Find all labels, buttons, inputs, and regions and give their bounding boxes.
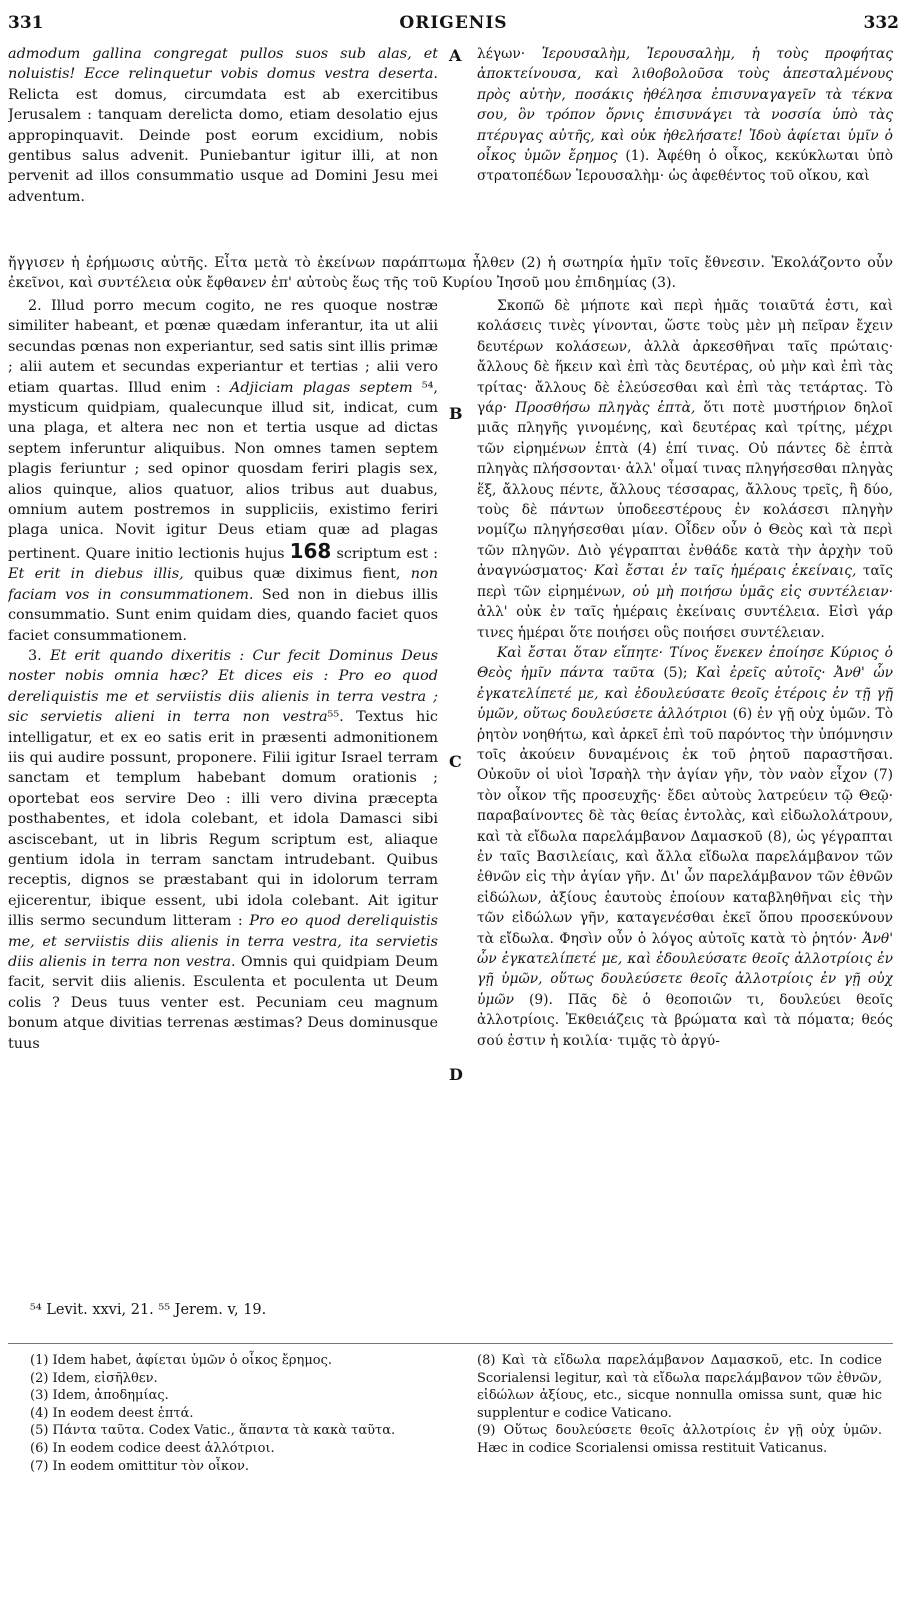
footnote: (6) In eodem codice deest ἀλλότριοι. xyxy=(30,1440,275,1456)
greek-paragraph-2: Σκοπῶ δὲ μήποτε καὶ περὶ ἡμᾶς τοιαῦτά ἐστι, καὶ κολάσεις τινὲς γίνονται, ὥστε τοὺς μὲν μὴ πεῖραν ἔχειν δευτέρων κολάσεων, ἀλλὰ ἀρκεσθῆναι ταῖς πρώταις· ἄλλους δὲ ἥκειν καὶ ἐπὶ τὰς δευτέρας, οὐ μὴν καὶ ἐπὶ τὰς τρίτας· ἄλλους δὲ ἐλεύσεσθαι καὶ ἐπὶ τὰς τετάρτας. Τὸ γάρ· Προσθήσω πληγὰς ἑπτὰ, ὅτι ποτὲ μυστήριον δηλοῖ μιᾶς πληγῆς γινομένης, καὶ δευτέρας καὶ τρίτης, μέχρι τῶν εἰρημένων ἑπτὰ (4) ἐπί τινας. Οὐ πάντες δὲ ἑπτὰ πληγὰς πλήσσονται· ἀλλ' οἶμαί τινας πληγήσεσθαι πληγὰς ἕξ, ἄλλους πέντε, ἄλλους τέσσαρας, ἄλλους τρεῖς, ἢ δύο, τοὺς δὲ πάντων ὑποδεεστέρους ἐν κολάσεσι πληγὴν νομίζω πληγήσεσθαι μίαν. Οἶδεν οὖν ὁ Θεὸς καὶ τὰ περὶ τῶν πληγῶν. Διὸ γέγραπται ἐνθάδε κατὰ τὴν ἀρχὴν τοῦ ἀναγνώσματος· Καὶ ἔσται ἐν ταῖς ἡμέραις ἐκείναις, ταῖς περὶ τῶν εἰρημένων, οὐ μὴ ποιήσω ὑμᾶς εἰς συντέλειαν· ἀλλ' οὐκ ἐν ταῖς ἡμέραις ἐκείναις συντέλεια. Εἰσὶ γάρ τινες ἡμέραι ὅτε ποιήσει οὓς ποιήσει συντέλειαν. xyxy=(477,298,893,641)
latin-paragraph-3: 3. Et erit quando dixeritis : Cur fecit Dominus Deus noster nobis omnia hæc? Et dices eis : Pro eo quod dereliquistis me et serviistis diis alienis in terra vestra ; sic servietis alieni in terra non vestra⁵⁵. Textus hic intelligatur, et ex eo satis erit in præsenti admonitionem iis qui audire possunt, proponere. Filii igitur Israel terram sanctam et templum habebant domum orationis ; oportebat eos servire Deo : illi vero divina præcepta posthabentes, et idola colebant, et idola Damasci sibi asciscebant, ut in libris Regum scriptum est, aliaque gentium idola in terram sanctam intrudebant. Quibus receptis, dignos se præstabant qui in idolorum terram ejicerentur, ibique essent, ubi idola colebant. Ait igitur illis sermo secundum litteram : Pro eo quod dereliquistis me, et serviistis diis alienis in terra vestra, ita servietis diis alienis in terra non vestra. Omnis qui quidpiam Deum facit, servit diis alienis. Esculenta et poculenta ut Deum colis ? Deus tuus venter est. Pecuniam ceu magnum bonum atque divitias terrenas æstimas? Deus dominusque tuus xyxy=(8,647,438,1052)
footnote: (2) Idem, εἰσῆλθεν. xyxy=(30,1370,158,1386)
footnote: (3) Idem, ἀποδημίας. xyxy=(30,1388,169,1404)
greek-column-top xyxy=(477,44,893,250)
footnotes-right xyxy=(477,1352,882,1458)
section-marker-a: A xyxy=(449,46,462,65)
section-marker-b: B xyxy=(449,404,463,423)
marginal-number: 168 xyxy=(289,538,332,563)
bible-references: ⁵⁴ Levit. xxvi, 21. ⁵⁵ Jerem. v, 19. xyxy=(30,1302,267,1318)
greek-paragraph-1: λέγων· Ἱερουσαλὴμ, Ἱερουσαλὴμ, ἡ τοὺς προφήτας ἀποκτείνουσα, καὶ λιθοβολοῦσα τοὺς ἀπεσταλμένους πρὸς αὐτὴν, ποσάκις ἠθέλησα ἐπισυναγαγεῖν τὰ τέκνα σου, ὃν τρόπον ὄρνις ἐπισυνάγει τὰ νοσσία ὑπὸ τὰς πτέρυγας αὐτῆς, καὶ οὐκ ἠθελήσατε! Ἰδοὺ ἀφίεται ὑμῖν ὁ οἶκος ὑμῶν ἔρημος (1). Ἀφέθη ὁ οἶκος, κεκύκλωται ὑπὸ στρατοπέδων Ἱερουσαλὴμ· ὡς ἀφεθέντος τοῦ οἴκου, καὶ xyxy=(477,46,893,185)
footnotes-left xyxy=(30,1352,445,1475)
footnote: (9) Οὕτως δουλεύσετε θεοῖς ἀλλοτρίοις ἐν γῇ οὐχ ὑμῶν. Hæc in codice Scorialensi omissa restituit Vaticanus. xyxy=(477,1423,882,1456)
page-header xyxy=(8,10,899,36)
latin-paragraph-1: admodum gallina congregat pullos suos sub alas, et noluistis! Ecce relinquetur vobis domus vestra deserta. Relicta est domus, circumdata est ab exercitibus Jerusalem : tanquam derelicta domo, etiam desolatio ejus appropinquavit. Deinde post eorum excidium, nobis gentibus salus advenit. Puniebantur igitur illi, at non pervenit ad illos consummatio usque ad Domini Jesu mei adventum. xyxy=(8,46,438,205)
footnote-divider xyxy=(8,1343,893,1344)
footnote: (4) In eodem deest ἑπτά. xyxy=(30,1405,194,1421)
footnote: (1) Idem habet, ἀφίεται ὑμῶν ὁ οἶκος ἔρημος. xyxy=(30,1353,333,1368)
section-marker-d: D xyxy=(449,1065,463,1084)
greek-column-main xyxy=(477,296,893,1296)
footnote: (7) In eodem omittitur τὸν οἶκον. xyxy=(30,1458,250,1474)
section-marker-c: C xyxy=(449,752,462,771)
footnote: (8) Καὶ τὰ εἴδωλα παρελάμβανον Δαμασκοῦ, etc. In codice Scorialensi legitur, καὶ τὰ εἴδωλα παρελάμβανον τῶν ἐθνῶν, εἰδώλων ἀξίους, etc., sicque nonnulla omissa sunt, quæ hic supplentur e codice Vaticano. xyxy=(477,1353,882,1421)
latin-column-top xyxy=(8,44,438,250)
running-title: ORIGENIS xyxy=(399,13,508,33)
page-number-left: 331 xyxy=(8,13,44,33)
footnote: (5) Πάντα ταῦτα. Codex Vatic., ἅπαντα τὰ κακὰ ταῦτα. xyxy=(30,1423,396,1439)
greek-full-width-lines: ἤγγισεν ἡ ἐρήμωσις αὐτῆς. Εἶτα μετὰ τὸ ἐκείνων παράπτωμα ἦλθεν (2) ἡ σωτηρία ἡμῖν τοῖς ἔθνεσιν. Ἐκολάζοντο οὖν ἐκεῖνοι, καὶ συντέλεια οὐκ ἔφθανεν ἐπ' αὐτοὺς ἕως τῆς τοῦ Κυρίου Ἰησοῦ μου ἐπιδημίας (3). xyxy=(8,255,893,292)
page-number-right: 332 xyxy=(863,13,899,33)
greek-paragraph-3: Καὶ ἔσται ὅταν εἴπητε· Τίνος ἕνεκεν ἐποίησε Κύριος ὁ Θεὸς ἡμῖν πάντα ταῦτα (5); Καὶ ἐρεῖς αὐτοῖς· Ἀνθ' ὧν ἐγκατελίπετέ με, καὶ ἐδουλεύσατε θεοῖς ἑτέροις ἐν τῇ γῇ ὑμῶν, οὕτως δουλεύσετε ἀλλότριοι (6) ἐν γῇ οὐχ ὑμῶν. Τὸ ῥητὸν νοηθήτω, καὶ ἀρκεῖ ἐπὶ τοῦ παρόντος τὴν ὑπόμνησιν τοῖς ἀκούειν δυναμένοις ἐκ τοῦ ῥητοῦ παραστῆσαι. Οὐκοῦν οἱ υἱοὶ Ἰσραὴλ τὴν ἁγίαν γῆν, τὸν ναὸν εἶχον (7) τὸν οἶκον τῆς προσευχῆς· ἔδει αὐτοὺς λατρεύειν τῷ Θεῷ· παραβαίνοντες δὲ τὰς θείας ἐντολὰς, καὶ εἰδωλολάτρουν, καὶ τὰ εἴδωλα παρελάμβανον Δαμασκοῦ (8), ὡς γέγραπται ἐν ταῖς Βασιλείαις, καὶ ἄλλα εἴδωλα παρελάμβανον τῶν ἐθνῶν εἰς τὴν ἁγίαν γῆν. Δι' ὧν παρελάμβανον τῶν ἐθνῶν εἰδώλων, ἀξίους ἑαυτοὺς ἐποίουν καταβληθῆναι εἰς τὴν τῶν εἰδώλων γῆν, καταγενέσθαι ἐκεῖ ὅπου προσεκύνουν τὰ εἴδωλα. Φησὶν οὖν ὁ λόγος αὐτοῖς κατὰ τὸ ῥητόν· Ἀνθ' ὧν ἐγκατελίπετέ με, καὶ ἐδουλεύσατε θεοῖς ἀλλοτρίοις ἐν γῇ ὑμῶν, οὕτως δουλεύσετε θεοῖς ἀλλοτρίοις ἐν γῇ οὐχ ὑμῶν (9). Πᾶς δὲ ὁ θεοποιῶν τι, δουλεύει θεοῖς ἀλλοτρίοις. Ἐκθειάζεις τὰ βρώματα καὶ τὰ πόματα; θεός σού ἐστιν ἡ κοιλία· τιμᾷς τὸ ἀργύ- xyxy=(477,644,893,1049)
latin-column-main xyxy=(8,296,438,1296)
latin-paragraph-2: 2. Illud porro mecum cogito, ne res quoque nostræ similiter habeant, et pœnæ quædam inferantur, ita ut alii secundas pœnas non experiantur, sed satis sint illis primæ ; alii autem et secundas experiantur et tertias ; alii vero etiam quartas. Illud enim : Adjiciam plagas septem ⁵⁴, mysticum quidpiam, qualecunque illud sit, indicat, cum una plaga, et altera nec non et tertia usque ad dictas septem inferuntur aliquibus. Non omnes tamen septem plagis feriuntur ; sed opinor quosdam feriri plagis sex, alios quinque, alios quatuor, alios tribus aut duabus, omnium autem postremos in suppliciis, existimo feriri plaga unica. Novit igitur Deus etiam quæ ad plagas pertinent. Quare initio lectionis hujus 168 scriptum est : Et erit in diebus illis, quibus quæ diximus fient, non faciam vos in consummationem. Sed non in diebus illis consummatio. Sunt enim quidam dies, quando faciet quos faciet consummationem. xyxy=(8,298,438,644)
